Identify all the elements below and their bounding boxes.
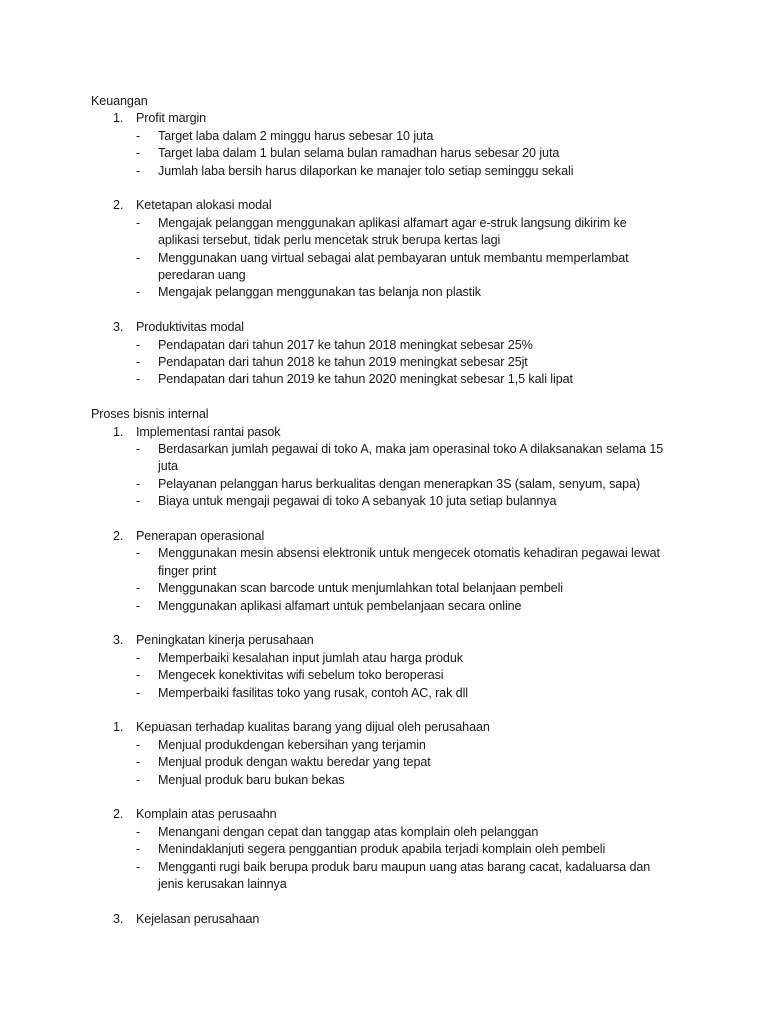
list-item-number: 2. xyxy=(113,198,124,213)
bullet-text: Menindaklanjuti segera penggantian produk apabila terjadi komplain oleh pembeli xyxy=(158,842,606,857)
bullet-dash: - xyxy=(136,598,141,613)
bullet-dash: - xyxy=(136,128,141,143)
bullet-text: Target laba dalam 1 bulan selama bulan ramadhan harus sebesar 20 juta xyxy=(158,146,560,161)
bullet-dash: - xyxy=(136,163,141,178)
bullet-text: Menggunakan uang virtual sebagai alat pembayaran untuk membantu memperlambat xyxy=(158,250,629,265)
bullet-dash: - xyxy=(136,772,141,787)
list-item-title: Produktivitas modal xyxy=(136,320,244,335)
bullet-dash: - xyxy=(136,337,141,352)
list-item-title: Implementasi rantai pasok xyxy=(136,424,281,439)
bullet-text: Mengganti rugi baik berupa produk baru maupun uang atas barang cacat, kadaluarsa dan xyxy=(158,859,651,874)
list-item-number: 3. xyxy=(113,320,124,335)
list-item-title: Kejelasan perusahaan xyxy=(136,911,260,926)
list-item-title: Komplain atas perusaahn xyxy=(136,807,277,822)
bullet-text: Biaya untuk mengaji pegawai di toko A sebanyak 10 juta setiap bulannya xyxy=(158,494,557,509)
list-item-title: Kepuasan terhadap kualitas barang yang dijual oleh perusahaan xyxy=(136,720,490,735)
list-item-number: 2. xyxy=(113,529,124,543)
bullet-text: Menjual produk dengan waktu beredar yang tepat xyxy=(158,755,431,770)
bullet-dash: - xyxy=(136,476,141,491)
bullet-text: Memperbaiki fasilitas toko yang rusak, contoh AC, rak dll xyxy=(158,685,468,700)
bullet-text: juta xyxy=(158,459,178,474)
bullet-dash: - xyxy=(136,546,141,561)
list-item-title: Penerapan operasional xyxy=(136,529,265,543)
bullet-text: aplikasi tersebut, tidak perlu mencetak struk berupa kertas lagi xyxy=(158,233,501,248)
section-heading: Proses bisnis internal xyxy=(91,407,209,422)
list-item-title: Profit margin xyxy=(136,111,207,126)
bullet-dash: - xyxy=(136,285,141,300)
bullet-text: Pendapatan dari tahun 2017 ke tahun 2018 meningkat sebesar 25% xyxy=(158,337,533,352)
bullet-dash: - xyxy=(136,685,141,700)
bullet-dash: - xyxy=(136,859,141,874)
bullet-text: Menjual produkdengan kebersihan yang terjamin xyxy=(158,737,426,752)
bullet-dash: - xyxy=(136,355,141,369)
bullet-dash: - xyxy=(136,737,141,752)
list-item-number: 3. xyxy=(113,911,124,926)
list-item-number: 2. xyxy=(113,807,124,822)
bullet-dash: - xyxy=(136,755,141,770)
list-item-title: Peningkatan kinerja perusahaan xyxy=(136,633,314,648)
section-heading: Keuangan xyxy=(91,94,148,108)
bullet-dash: - xyxy=(136,250,141,265)
bullet-dash: - xyxy=(136,494,141,509)
bullet-dash: - xyxy=(136,824,141,839)
bullet-text: Menjual produk baru bukan bekas xyxy=(158,772,345,787)
bullet-dash: - xyxy=(136,668,141,683)
bullet-dash: - xyxy=(136,650,141,665)
bullet-text: Berdasarkan jumlah pegawai di toko A, maka jam operasinal toko A dilaksanakan selama 15 xyxy=(158,442,664,456)
list-item-number: 3. xyxy=(113,633,124,648)
bullet-dash: - xyxy=(136,842,141,857)
list-item-title: Ketetapan alokasi modal xyxy=(136,198,272,213)
bullet-text: Memperbaiki kesalahan input jumlah atau harga produk xyxy=(158,650,463,665)
bullet-dash: - xyxy=(136,581,141,596)
list-item-number: 1. xyxy=(113,111,124,126)
bullet-text: peredaran uang xyxy=(158,268,246,282)
bullet-text: Mengecek konektivitas wifi sebelum toko beroperasi xyxy=(158,668,444,683)
bullet-text: Menangani dengan cepat dan tanggap atas komplain oleh pelanggan xyxy=(158,824,539,839)
bullet-text: Pelayanan pelanggan harus berkualitas dengan menerapkan 3S (salam, senyum, sapa) xyxy=(158,476,641,491)
bullet-text: Mengajak pelanggan menggunakan tas belanja non plastik xyxy=(158,285,481,300)
bullet-text: Pendapatan dari tahun 2018 ke tahun 2019 meningkat sebesar 25jt xyxy=(158,355,528,369)
bullet-text: Pendapatan dari tahun 2019 ke tahun 2020 meningkat sebesar 1,5 kali lipat xyxy=(158,372,573,387)
bullet-text: Menggunakan mesin absensi elektronik untuk mengecek otomatis kehadiran pegawai lewat xyxy=(158,546,660,561)
bullet-text: Mengajak pelanggan menggunakan aplikasi alfamart agar e-struk langsung dikirim ke xyxy=(158,215,627,230)
bullet-text: Target laba dalam 2 minggu harus sebesar 10 juta xyxy=(158,128,434,143)
bullet-text: jenis kerusakan lainnya xyxy=(158,877,287,891)
bullet-dash: - xyxy=(136,442,141,456)
bullet-dash: - xyxy=(136,372,141,387)
bullet-text: finger print xyxy=(158,563,217,578)
bullet-dash: - xyxy=(136,146,141,161)
bullet-text: Menggunakan aplikasi alfamart untuk pembelanjaan secara online xyxy=(158,598,522,613)
bullet-text: Jumlah laba bersih harus dilaporkan ke manajer tolo setiap seminggu sekali xyxy=(158,163,574,178)
list-item-number: 1. xyxy=(113,720,124,735)
bullet-dash: - xyxy=(136,215,141,230)
bullet-text: Menggunakan scan barcode untuk menjumlahkan total belanjaan pembeli xyxy=(158,581,563,596)
list-item-number: 1. xyxy=(113,424,124,439)
